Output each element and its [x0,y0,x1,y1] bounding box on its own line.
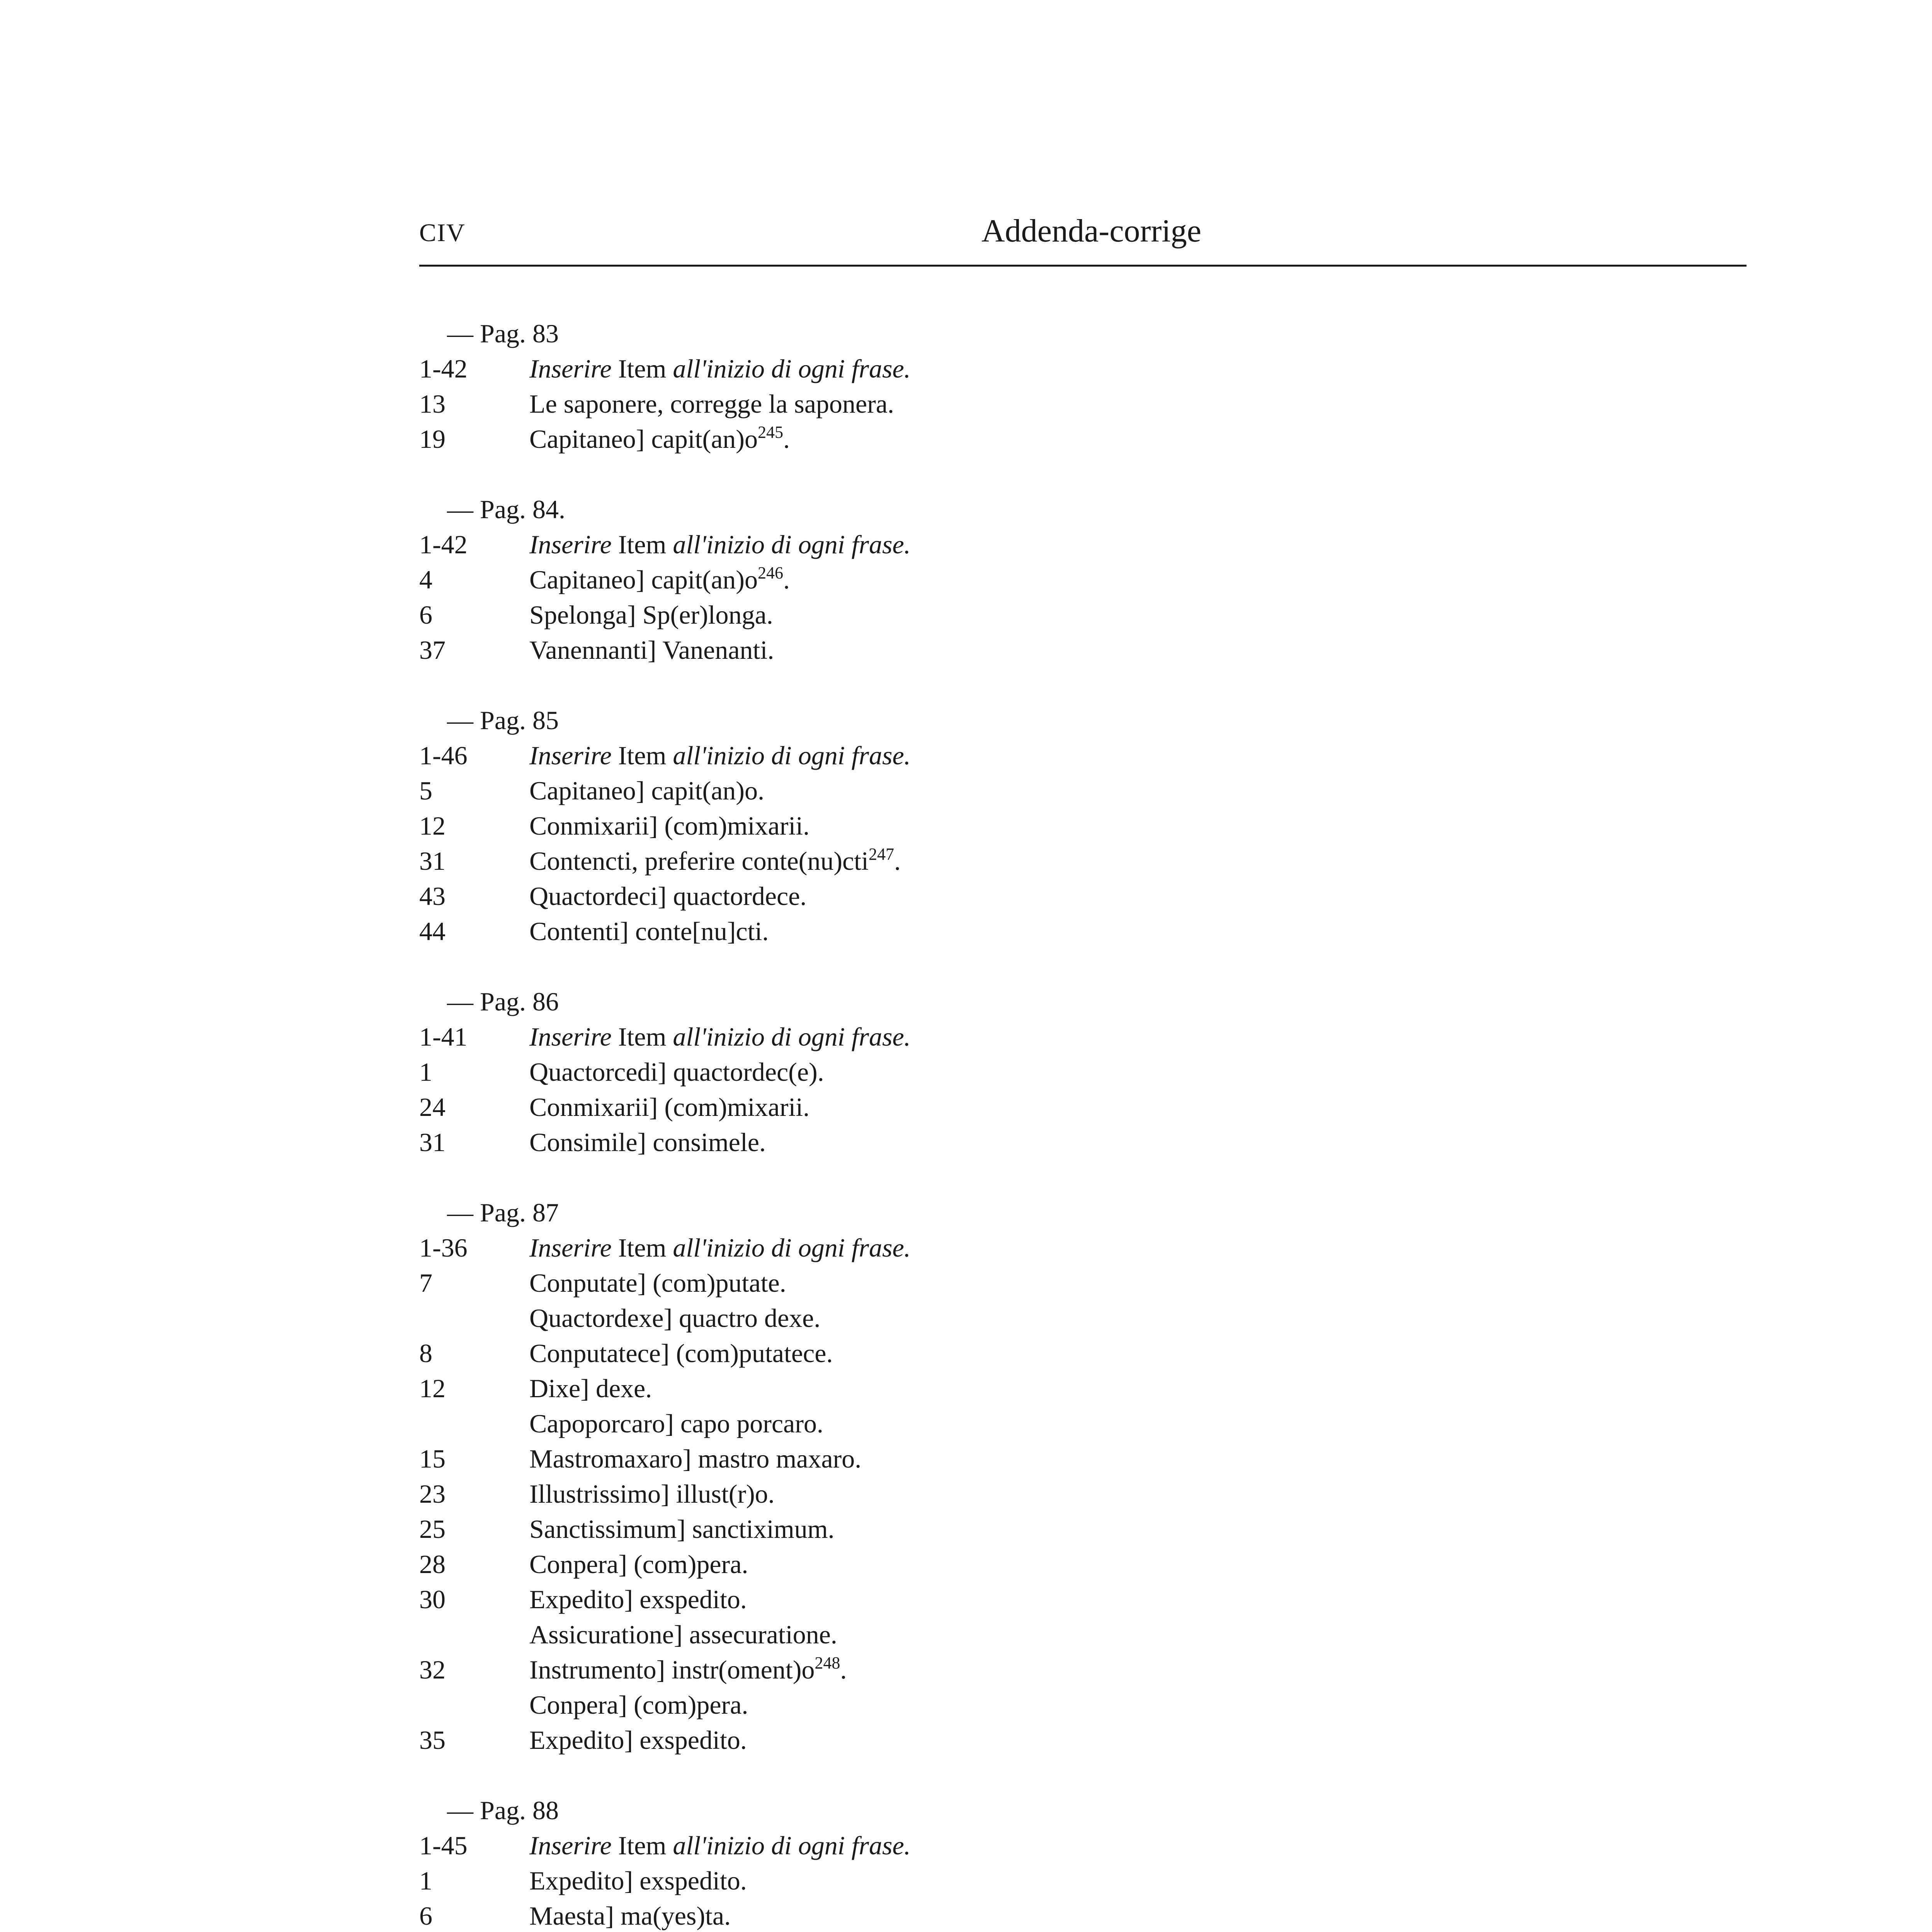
correction-text [529,1090,1733,1125]
line-number: 1 [419,1866,432,1895]
text-run: . [783,565,790,594]
italic-text: Inserire [529,354,612,383]
entry-row [419,914,1733,949]
correction-text [529,879,1733,914]
italic-text: all'inizio di ogni frase. [673,1831,911,1860]
correction-text [529,422,1733,457]
page-section [419,1195,1733,1758]
text-run: Item [611,530,673,559]
entry-row [419,1406,1733,1441]
text-run: Spelonga] Sp(er)longa. [529,600,773,629]
correction-text [529,1019,1733,1054]
correction-text [529,1652,1733,1687]
entry-row [419,1019,1733,1054]
entry-row [419,1054,1733,1090]
text-run: Sanctissimum] sanctiximum. [529,1514,835,1544]
text-run: Conmixarii] (com)mixarii. [529,1092,810,1122]
correction-text [529,844,1733,879]
entry-row [419,633,1733,668]
italic-text: Inserire [529,530,612,559]
correction-text [529,1406,1733,1441]
text-run: Capitaneo] capit(an)o [529,565,758,594]
line-number: 43 [419,881,446,911]
text-run: Capoporcaro] capo porcaro. [529,1409,823,1438]
section-title: — Pag. 83 [447,319,559,348]
italic-text: all'inizio di ogni frase. [673,741,911,770]
text-run: Illustrissimo] illust(r)o. [529,1479,775,1509]
correction-text [529,1441,1733,1476]
entry-row [419,386,1733,422]
entry-row [419,1652,1733,1687]
line-number: 6 [419,600,432,629]
correction-text [529,773,1733,808]
entry-row [419,1582,1733,1617]
page-section [419,703,1733,949]
correction-text [529,1547,1733,1582]
section-title: — Pag. 87 [447,1198,559,1227]
text-run: Conmixarii] (com)mixarii. [529,811,810,840]
line-number: 35 [419,1725,446,1755]
italic-text: all'inizio di ogni frase. [673,530,911,559]
entry-row [419,1723,1733,1758]
correction-text [529,386,1733,422]
line-number: 12 [419,1374,446,1403]
superscript: 247 [868,845,894,864]
entry-row [419,1476,1733,1512]
entry-row [419,527,1733,562]
line-number [419,1687,529,1723]
line-number: 15 [419,1444,446,1473]
line-number: 1 [419,1057,432,1087]
text-run: Le saponere, corregge la saponera. [529,389,894,418]
entry-row [419,1090,1733,1125]
correction-text [529,1898,1733,1932]
entry-row [419,1828,1733,1863]
entry-row [419,1371,1733,1406]
entry-row [419,1863,1733,1898]
line-number: 37 [419,635,446,665]
entry-row [419,1617,1733,1652]
correction-text [529,1723,1733,1758]
text-run: Item [611,1233,673,1262]
line-number: 13 [419,389,446,418]
correction-text [529,1301,1733,1336]
correction-text [529,1054,1733,1090]
text-run: Item [611,1831,673,1860]
entry-row [419,562,1733,597]
page-number: CIV [419,219,466,247]
line-number: 44 [419,917,446,946]
line-number: 1-42 [419,530,468,559]
correction-text [529,351,1733,386]
superscript: 246 [757,563,783,582]
superscript: 245 [757,423,783,442]
text-run: . [894,846,901,876]
text-run: Contenti] conte[nu]cti. [529,917,769,946]
page-section [419,492,1733,668]
correction-text [529,1125,1733,1160]
text-run: Instrumento] instr(oment)o [529,1655,815,1684]
text-run: Assicuratione] assecuratione. [529,1620,837,1649]
correction-text [529,562,1733,597]
page-section [419,1793,1733,1932]
text-run: Item [611,354,673,383]
text-run: Contencti, preferire conte(nu)cti [529,846,869,876]
entry-row [419,1301,1733,1336]
line-number: 12 [419,811,446,840]
entry-row [419,879,1733,914]
text-run: Consimile] consimele. [529,1128,766,1157]
correction-text [529,1476,1733,1512]
text-run: Expedito] exspedito. [529,1585,747,1614]
text-run: Conpera] (com)pera. [529,1690,748,1719]
correction-text [529,1230,1733,1265]
correction-text [529,808,1733,844]
superscript: 248 [815,1653,840,1672]
page-section [419,316,1733,457]
running-title: Addenda-corrige [981,213,1202,249]
line-number: 4 [419,565,432,594]
section-title: — Pag. 85 [447,706,559,735]
text-run: Item [611,1022,673,1051]
italic-text: all'inizio di ogni frase. [673,1233,911,1262]
line-number: 24 [419,1092,446,1122]
line-number [419,1406,529,1441]
entry-row [419,1512,1733,1547]
text-run: Capitaneo] capit(an)o. [529,776,764,805]
text-run: Mastromaxaro] mastro maxaro. [529,1444,862,1473]
text-run: Quactordexe] quactro dexe. [529,1303,821,1333]
italic-text: all'inizio di ogni frase. [673,354,911,383]
page-header [419,211,1747,267]
correction-text [529,914,1733,949]
line-number: 6 [419,1901,432,1930]
entry-row [419,1336,1733,1371]
section-title: — Pag. 84. [447,495,565,524]
line-number: 23 [419,1479,446,1509]
text-run: Conputatece] (com)putatece. [529,1338,833,1368]
text-run: Vanennanti] Vanenanti. [529,635,774,665]
text-run: Quactordeci] quactordece. [529,881,807,911]
correction-text [529,1582,1733,1617]
line-number: 31 [419,1128,446,1157]
correction-text [529,527,1733,562]
text-run: Quactorcedi] quactordec(e). [529,1057,824,1087]
line-number: 5 [419,776,432,805]
entry-row [419,1441,1733,1476]
correction-text [529,1336,1733,1371]
entry-row [419,597,1733,633]
section-title: — Pag. 88 [447,1796,559,1825]
text-run: Item [611,741,673,770]
entry-row [419,422,1733,457]
correction-text [529,1265,1733,1301]
correction-text [529,738,1733,773]
line-number [419,1617,529,1652]
entry-row [419,1687,1733,1723]
text-run: Maesta] ma(yes)ta. [529,1901,731,1930]
line-number: 19 [419,424,446,454]
line-number: 7 [419,1268,432,1298]
corrigenda-list [419,316,1733,1932]
entry-row [419,1547,1733,1582]
correction-text [529,1687,1733,1723]
italic-text: Inserire [529,1233,612,1262]
entry-row [419,1125,1733,1160]
line-number: 1-41 [419,1022,468,1051]
italic-text: Inserire [529,741,612,770]
text-run: Conpera] (com)pera. [529,1549,748,1579]
correction-text [529,1617,1733,1652]
line-number: 1-42 [419,354,468,383]
entry-row [419,844,1733,879]
correction-text [529,1371,1733,1406]
line-number: 31 [419,846,446,876]
text-run: . [840,1655,847,1684]
italic-text: all'inizio di ogni frase. [673,1022,911,1051]
correction-text [529,1512,1733,1547]
text-run: Dixe] dexe. [529,1374,652,1403]
entry-row [419,1898,1733,1932]
text-run: . [783,424,790,454]
line-number: 1-46 [419,741,468,770]
italic-text: Inserire [529,1831,612,1860]
italic-text: Inserire [529,1022,612,1051]
correction-text [529,1863,1733,1898]
line-number: 32 [419,1655,446,1684]
text-run: Capitaneo] capit(an)o [529,424,758,454]
text-run: Expedito] exspedito. [529,1725,747,1755]
line-number: 8 [419,1338,432,1368]
page-section [419,984,1733,1160]
line-number [419,1301,529,1336]
line-number: 28 [419,1549,446,1579]
text-run: Conputate] (com)putate. [529,1268,786,1298]
line-number: 1-36 [419,1233,468,1262]
entry-row [419,808,1733,844]
correction-text [529,597,1733,633]
entry-row [419,1230,1733,1265]
entry-row [419,738,1733,773]
line-number: 30 [419,1585,446,1614]
section-title: — Pag. 86 [447,987,559,1016]
entry-row [419,351,1733,386]
text-run: Expedito] exspedito. [529,1866,747,1895]
line-number: 1-45 [419,1831,468,1860]
correction-text [529,633,1733,668]
line-number: 25 [419,1514,446,1544]
correction-text [529,1828,1733,1863]
entry-row [419,773,1733,808]
entry-row [419,1265,1733,1301]
